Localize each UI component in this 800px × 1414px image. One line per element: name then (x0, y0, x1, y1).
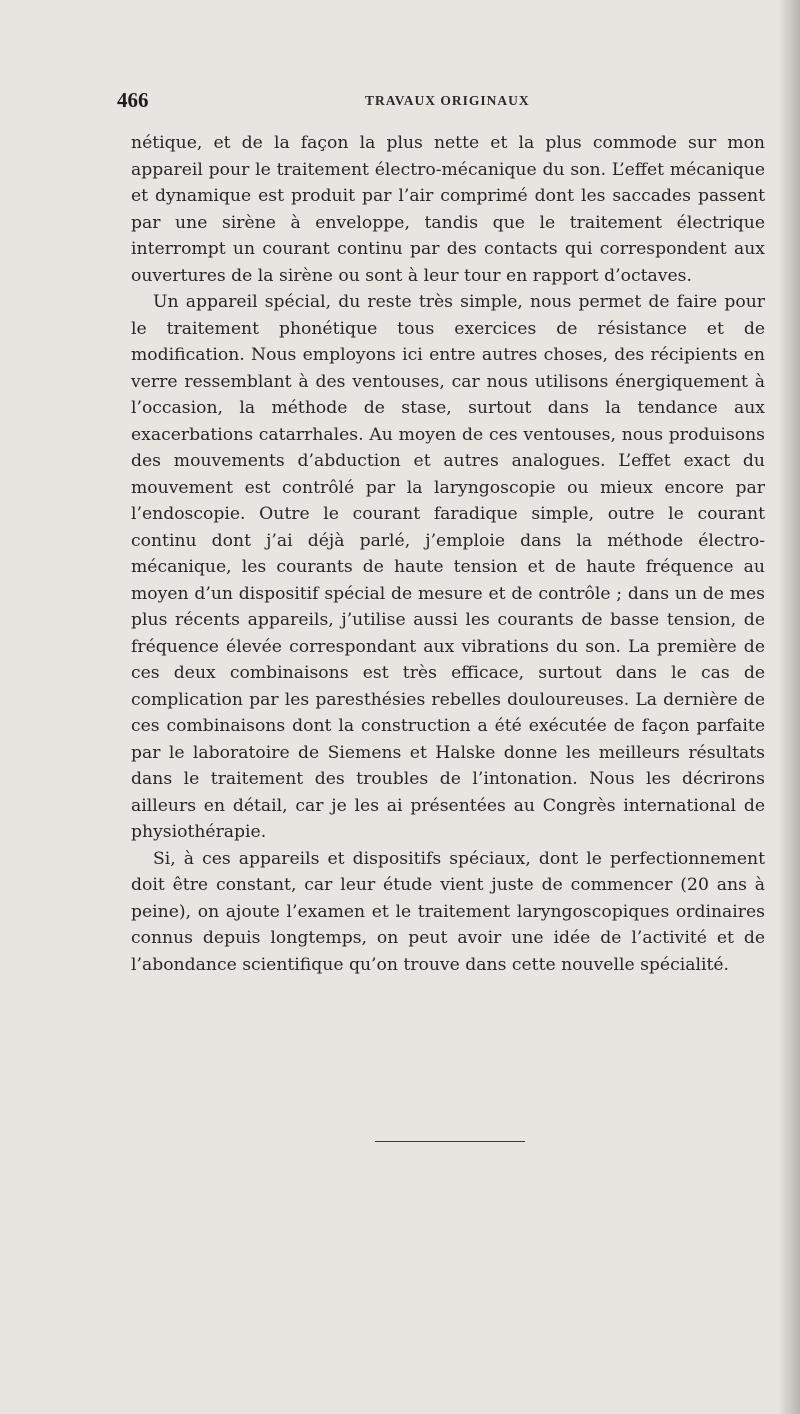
page-number: 466 (117, 88, 149, 112)
body-text (131, 130, 765, 978)
running-title: TRAVAUX ORIGINAUX (365, 93, 530, 108)
page-header (0, 88, 800, 118)
paragraph-1: nétique, et de la façon la plus nette et la plus commode sur mon appareil pour le traitement électro-mécanique du son. L’effet mécanique et dynamique est produit par l’air comprimé dont les saccades passent par une sirène à enveloppe, tandis que le traitement électrique interrompt un courant continu par des contacts qui correspondent aux ouvertures de la sirène ou sont à leur tour en rapport d’octaves. (131, 133, 765, 286)
paragraph-2: Un appareil spécial, du reste très simple, nous permet de faire pour le traitement phonétique tous exercices de résistance et de modification. Nous employons ici entre autres choses, des récipients en verre ressemblant à des ventouses, car nous utilisons énergiquement à l’occasion, la méthode de stase, surtout dans la tendance aux exacerbations catarrhales. Au moyen de ces ventouses, nous produisons des mouvements d’abduction et autres analogues. L’effet exact du mouvement est contrôlé par la laryngoscopie ou mieux encore par l’endoscopie. Outre le courant faradique simple, outre le courant continu dont j’ai déjà parlé, j’emploie dans la méthode électro-mécanique, les courants de haute tension et de haute fréquence au moyen d’un dispositif spécial de mesure et de contrôle ; dans un de mes plus récents appareils, j’utilise aussi les courants de basse tension, de fréquence élevée correspondant aux vibrations du son. La première de ces deux combinaisons est très efficace, surtout dans le cas de complication par les paresthésies rebelles douloureuses. La dernière de ces combinaisons dont la construction a été exécutée de façon parfaite par le laboratoire de Siemens et Halske donne les meilleurs résultats dans le traitement des troubles de l’intonation. Nous les décrirons ailleurs en détail, car je les ai présentées au Congrès international de physiothérapie. (131, 292, 765, 842)
end-rule (375, 1141, 525, 1142)
page-edge-shadow (778, 0, 800, 1414)
paragraph-3: Si, à ces appareils et dispositifs spéciaux, dont le perfectionnement doit être constant, car leur étude vient juste de commencer (20 ans à peine), on ajoute l’examen et le traitement laryngoscopiques ordinaires connus depuis longtemps, on peut avoir une idée de l’activité et de l’abondance scientifique qu’on trouve dans cette nouvelle spécialité. (131, 848, 765, 975)
